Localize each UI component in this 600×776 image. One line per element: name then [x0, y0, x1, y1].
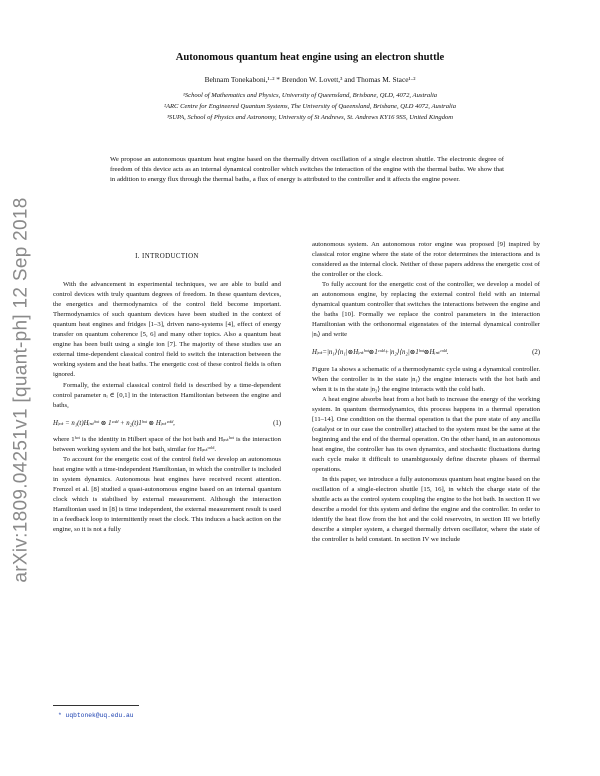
affiliation-1: ¹School of Mathematics and Physics, University of Queensland, Brisbane, QLD, 4072, Australia — [182, 92, 438, 99]
arxiv-id: arXiv:1809.04251v1 [quant-ph] 12 Sep 2018 — [11, 197, 33, 583]
equation-1 — [53, 419, 281, 429]
paragraph: autonomous system. An autonomous rotor engine was proposed [9] inspired by classical rotor engine where the state of the rotor determines the interactions and is considered as the internal clock. Neither of these papers address the energetic cost of the controller or the clock. — [312, 241, 540, 279]
affiliation-2: ²ARC Centre for Engineered Quantum Systems, The University of Queensland, Brisbane, QLD 4072, Australia — [163, 103, 456, 110]
email-link[interactable]: * uqbtonek@uq.edu.au — [58, 712, 134, 719]
equation-body: Hᵢₙₜ=|n₁⟩⟨n₁|⊗Hᵢₙₜʰᵒᵗ⊗1ᶜᵒˡᵈ+|n₂⟩⟨n₂|⊗1ʰᵒᵗ⊗Hᵢₙₜᶜᵒˡᵈ. — [312, 349, 449, 357]
equation-number: (1) — [273, 419, 281, 427]
paragraph: where 1ʰᵒᵗ is the identity in Hilbert space of the hot bath and Hᵢₙₜʰᵒᵗ is the interaction between working system and the hot bath, similar for Hᵢₙₜᶜᵒˡᵈ. — [53, 435, 281, 453]
right-column — [312, 240, 540, 545]
equation-number: (2) — [532, 349, 540, 357]
author-list: Behnam Tonekaboni,¹·² * Brendon W. Lovett,³ and Thomas M. Stace¹·² — [204, 75, 416, 84]
paragraph: In this paper, we introduce a fully autonomous quantum heat engine based on the oscillation of a single-electron shuttle [15, 16], in which the charge state of the shuttle acts as the control system coupling the engine to the hot bath. In section II we describe a model for this system and define the engine and the controller. In order to identify the heat flow from the hot and the cold reservoirs, in section III we briefly describe a simpler system, a charged thermally driven oscillator, where the state of the controller is held constant. In section IV we include — [312, 476, 540, 544]
paragraph: With the advancement in experimental techniques, we are able to build and control devices with truly quantum degrees of freedom. In these quantum devices, the energetics and thermodynamics of the control field become important. Thermodynamics of such quantum devices have been studied in the context of quantum heat engines and fridges [1–3], driven nano-systems [4], effect of energy transfer on quantum coherence [5, 6] and many other topics. Also a quantum heat engine has been built using a single ion [7]. The majority of these studies use an external time-dependent classical control field to switch the interaction between the working system and the heat baths. The energetic cost of these control fields is often ignored. — [53, 281, 281, 379]
section-heading: I. INTRODUCTION — [135, 253, 199, 260]
footnote-rule — [53, 705, 139, 706]
equation-2 — [312, 348, 540, 358]
abstract: We propose an autonomous quantum heat engine based on the thermally driven oscillation of a single electron shuttle. The electronic degree of freedom of this device acts as an internal dynamical controller which switches the interaction of the engine with the thermal baths. We show that in addition to energy flux through the thermal baths, a flux of energy is attributed to the controller and it affects the engine power. — [110, 156, 504, 184]
paragraph: Formally, the external classical control field is described by a time-dependent control parameter nᵢ ∈ [0,1] in the interaction Hamiltonian between the engine and baths, — [53, 381, 281, 409]
footnote — [58, 712, 134, 719]
paragraph: To account for the energetic cost of the control field we develop an autonomous heat engine with a time-independent Hamiltonian, in which the controller is included in system dynamics. Autonomous heat engines have received recent attention. Frenzel et al. [8] studied a quasi-autonomous engine based on an internal quantum clock which is stabilised by external measurement. Although the interaction Hamiltonian used in [8] is time independent, the external measurement result is used in a feedback loop to intermittently reset the clock. This induces a back action on the engine, so it is not a fully — [53, 455, 281, 534]
arxiv-stamp — [4, 180, 40, 600]
paragraph: A heat engine absorbs heat from a hot bath to increase the energy of the working system. In quantum thermodynamics, this process happens in a thermal operation [11–14]. One condition on the thermal operation is that the pure state of any ancilla (catalyst or in our case the controller) attached to the system must be the same at the beginning and the end of the thermal operation. On the other hand, in an autonomous heat engine, the controller has its own dynamics, and stochastic fluctuations during each cycle make it difficult to unambiguously define discrete phases of thermal operations. — [312, 395, 540, 473]
paragraph: To fully account for the energetic cost of the controller, we develop a model of an autonomous engine, by replacing the external control field with an internal dynamical quantum controller that switches the interactions between the engine and the baths [10]. Formally we replace the control parameters in the interaction Hamiltonian with the orthonormal eigenstates of the internal dynamical controller |nᵢ⟩ and write — [312, 281, 540, 339]
affiliation-3: ³SUPA, School of Physics and Astronomy, University of St Andrews, St. Andrews KY16 9SS, United Kingdom — [166, 114, 454, 121]
paragraph: Figure 1a shows a schematic of a thermodynamic cycle using a dynamical controller. When the controller is in the state |n₁⟩ the engine interacts with the hot bath and when it is in the state |n₂⟩ the engine interacts with the cold bath. — [312, 365, 540, 393]
equation-body: Hᵢₙₜ = n₁(t)Hᵢₙₜʰᵒᵗ ⊗ 1ᶜᵒˡᵈ + n₂(t)1ʰᵒᵗ ⊗ Hᵢₙₜᶜᵒˡᵈ, — [53, 419, 175, 427]
left-column — [53, 244, 281, 535]
paper-title: Autonomous quantum heat engine using an electron shuttle — [175, 52, 445, 63]
